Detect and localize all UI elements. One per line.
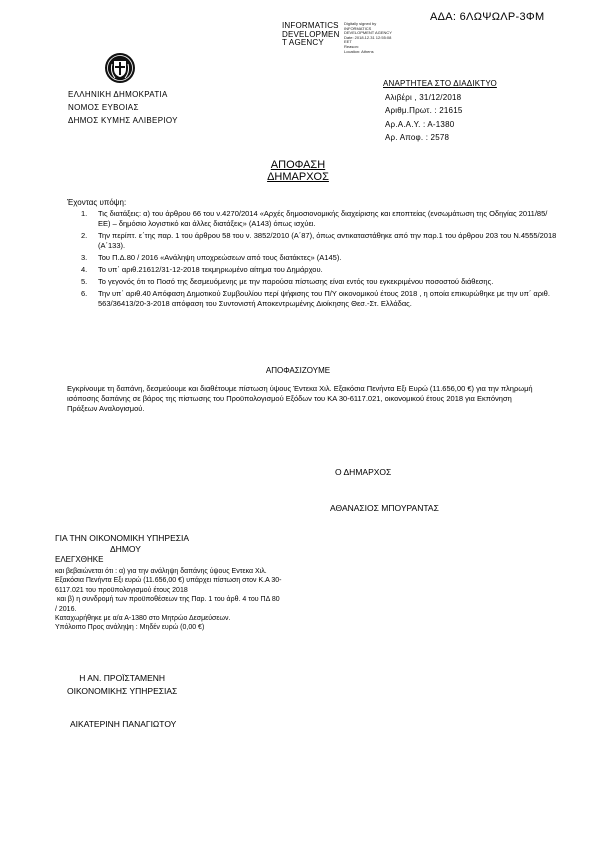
agency-line: DEVELOPMEN [282,29,340,39]
decision-number: Αρ. Αποφ. : 2578 [385,133,450,142]
list-item [67,265,557,275]
item-number: 2. [81,231,88,240]
issuer-line: ΔΗΜΟΣ ΚΥΜΗΣ ΑΛΙΒΕΡΙΟΥ [68,116,178,125]
item-number: 5. [81,277,88,286]
ada-code: ΑΔΑ: 6ΛΩΨΩΛΡ-3ΦΜ [430,11,545,23]
list-item [67,209,557,229]
item-number: 4. [81,265,88,274]
considerations-intro: Έχοντας υπόψη: [67,198,127,207]
document-meta [383,77,497,145]
agency-line: T AGENCY [282,38,324,47]
agency-line: INFORMATICS [282,21,339,30]
head-title-line: Η ΑΝ. ΠΡΟΪΣΤΑΜΕΝΗ [79,673,166,683]
document-date: Αλιβέρι , 31/12/2018 [385,92,462,102]
protocol-number: Αριθμ.Πρωτ. : 21615 [385,106,463,115]
item-number: 3. [81,253,88,262]
certification-line: και β) η συνδρομή των προϋποθέσεων της Παρ. 1 του άρθ. 4 του ΠΔ 80 [55,596,280,604]
certification-line: / 2016. [55,605,77,613]
posted-notice: ΑΝΑΡΤΗΤΕΑ ΣΤΟ ΔΙΑΔΙΚΤΥΟ [383,79,497,88]
item-number: 1. [81,209,88,218]
certification-line: Υπόλοιπο Προς ανάληψη : Μηδέν ευρώ (0,00 €) [55,624,205,632]
mayor-title: Ο ΔΗΜΑΡΧΟΣ [335,467,392,477]
finance-head-name: ΑΙΚΑΤΕΡΙΝΗ ΠΑΝΑΓΙΩΤΟΥ [70,719,177,729]
item-text: Τις διατάξεις: α) του άρθρου 66 του ν.4270/2014 «Αρχές δημοσιονομικής διαχείρισης και εποπτείας (ενσωμάτωση της Οδηγίας 2011/85/ΕΕ) – δημόσιο λογιστικό και άλλες διατάξεις» (Α143) όπως ισχύει. [98,209,548,228]
greek-republic-emblem-icon [104,52,136,84]
decision-text: Εγκρίνουμε τη δαπάνη, δεσμεύουμε και διαθέτουμε πίστωση ύψους Έντεκα Χιλ. Εξακόσια Πενήντα Εξι Ευρώ (11.656,00 €) για την πληρωμή ισόποσης δαπάνης σε βάρος της πίστωσης του Προϋπολογισμού Εξόδων του ΚΑ 30-6117.021, οικονομικού έτους 2018 για Εκπόνηση Πράξεων Αναλογισμού. [67,384,533,413]
certification-line: Εξακόσια Πενήντα Εξι ευρώ (11.656,00 €) υπάρχει πίστωση στον Κ.Α 30- [55,577,282,585]
aay-number: Αρ.Α.Α.Υ. : Α-1380 [385,119,455,129]
certification-line: 6117.021 του προϋπολογισμού έτους 2018 [55,586,188,594]
signing-agency [282,22,340,48]
mayor-name: ΑΘΑΝΑΣΙΟΣ ΜΠΟΥΡΑΝΤΑΣ [330,503,439,513]
issuer-line: ΕΛΛΗΝΙΚΗ ΔΗΜΟΚΡΑΤΙΑ [68,90,168,99]
head-title-line: ΟΙΚΟΝΟΜΙΚΗΣ ΥΠΗΡΕΣΙΑΣ [67,686,178,696]
page-title [0,159,596,183]
item-text: Το υπ΄ αριθ.21612/31-12-2018 τεκμηριωμένο αίτημα του Δημάρχου. [98,265,323,274]
considerations-list [67,209,557,311]
finance-head-title [67,672,177,698]
finance-line: ΔΗΜΟΥ [110,544,141,554]
item-text: Την περίπτ. ε΄της παρ. 1 του άρθρου 58 του ν. 3852/2010 (Α΄87), όπως αντικαταστάθηκε από την παρ.1 του άρθρου 203 του Ν.4555/2018 (Α΄133). [98,231,557,250]
title-line: ΑΠΟΦΑΣΗ [270,159,326,171]
finance-certification [55,567,355,633]
title-line: ΔΗΜΑΡΧΟΣ [267,171,329,183]
signature-details: Digitally signed by INFORMATICS DEVELOPMENT AGENCY Date: 2018.12.31 12:55:08 EET Reason: Location: Athens [344,21,392,54]
item-text: Την υπ΄ αριθ.40 Απόφαση Δημοτικού Συμβουλίου περί ψήφισης του Π/Υ οικονομικού έτους 2018 , η οποία επικυρώθηκε με την υπ΄ αριθ. 563/36413/20-3-2018 απόφαση του Συντονιστή Αποκεντρωμένης Διοίκησης Θεσ.-Στ. Ελλάδας. [98,289,550,308]
finance-line: ΓΙΑ ΤΗΝ ΟΙΚΟΝΟΜΙΚΗ ΥΠΗΡΕΣΙΑ [55,533,190,543]
list-item [67,231,557,251]
item-text: Το γεγονός ότι το Ποσό της δεσμευόμενης με την παρούσα πίστωσης είναι εντός του εγκεκριμένου ποσοστού διάθεσης. [98,277,494,286]
list-item [67,289,557,309]
list-item [67,253,557,263]
list-item [67,277,557,287]
item-text: Του Π.Δ.80 / 2016 «Ανάληψη υποχρεώσεων από τους διατάκτες» (Α145). [98,253,342,262]
item-number: 6. [81,289,88,298]
finance-service-heading [55,533,189,555]
certification-line: και βεβαιώνεται ότι : α) για την ανάληψη δαπάνης ύψους Εντεκα Χιλ. [55,568,267,575]
decision-heading: ΑΠΟΦΑΣΙΖΟΥΜΕ [265,366,331,375]
issuer-line: ΝΟΜΟΣ ΕΥΒΟΙΑΣ [68,103,139,112]
certification-line: Καταχωρήθηκε με α/α Α-1380 στο Μητρώο Δεσμεύσεων. [55,615,231,623]
issuer-block [68,88,178,127]
checked-label: ΕΛΕΓΧΘΗΚΕ [55,555,104,564]
